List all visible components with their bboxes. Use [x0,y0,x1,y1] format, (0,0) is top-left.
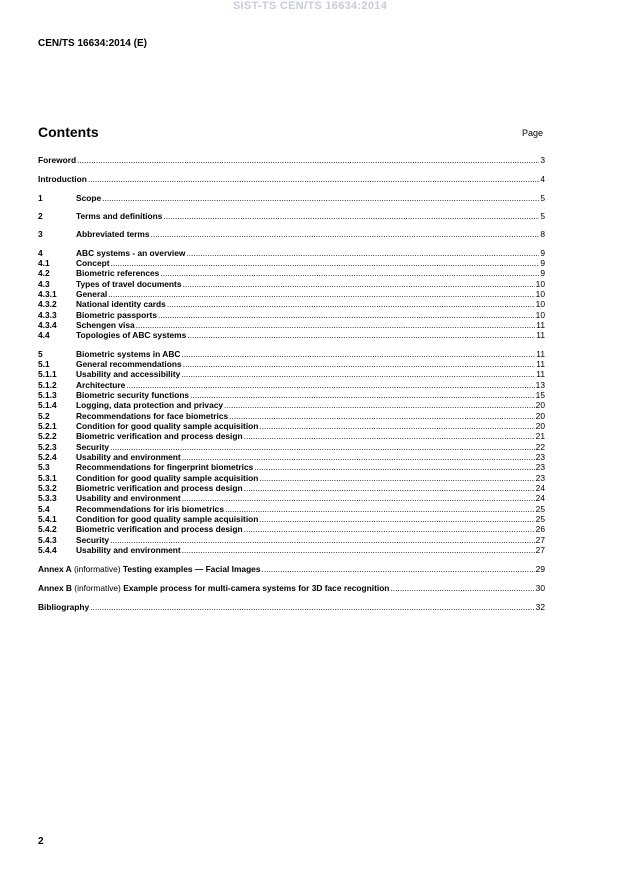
toc-entry-title [76,330,186,341]
toc-entry-page: 13 [535,380,545,390]
toc-entry-title-text: Recommendations for iris biometrics [76,504,224,514]
toc-entry-number: 5.2.3 [38,442,57,452]
toc-entry-number: 4.3.2 [38,299,57,309]
toc-entry[interactable] [38,211,545,222]
toc-entry-title-text: Biometric references [76,268,160,278]
toc-entry-number: 5.1.1 [38,369,57,379]
dot-leader [244,524,535,535]
dot-leader [187,330,535,341]
toc-entry-page: 27 [535,535,545,545]
dot-leader [390,583,534,594]
dot-leader [151,229,540,240]
toc-entry-page: 20 [535,400,545,410]
toc-entry-number: 3 [38,229,43,239]
toc-entry-title-text: General recommendations [76,359,182,369]
toc-entry-page: 30 [535,583,545,593]
toc-entry[interactable] [38,268,545,279]
toc-entry-title-text: Biometric security functions [76,390,190,400]
toc-entry-page: 32 [535,602,545,612]
toc-entry-title [76,299,166,310]
toc-entry-page: 11 [536,330,545,340]
toc-entry-title-text: Biometric verification and process design [76,431,243,441]
toc-entry-number: 5.4.2 [38,524,57,534]
toc-entry-annex-title: Example process for multi-camera systems for 3D face recognition [123,583,390,593]
toc-entry-page: 23 [535,452,545,462]
toc-entry-title-text: Architecture [76,380,126,390]
toc-entry-page: 27 [535,545,545,555]
toc-entry-title-text: Usability and environment [76,452,181,462]
toc-entry-page: 3 [540,155,545,165]
dot-leader [167,299,535,310]
toc-entry-number: 5.3.1 [38,473,57,483]
toc-entry-title-text: Biometric verification and process design [76,483,243,493]
toc-entry[interactable] [38,493,545,504]
toc-entry-number: 4.3 [38,279,50,289]
toc-entry-title-text: Types of travel documents [76,279,182,289]
toc-entry-page: 25 [535,514,545,524]
dot-leader [182,493,535,504]
dot-leader [77,155,539,166]
toc-entry-number: 5.3 [38,462,50,472]
toc-entry-title [76,431,243,442]
toc-entry-number: 5.1.2 [38,380,57,390]
toc-entry-page: 20 [535,421,545,431]
toc-entry-number: 5.3.3 [38,493,57,503]
toc-entry[interactable] [38,564,545,575]
toc-entry-title-text: Foreword [38,155,77,165]
toc-entry-number: 2 [38,211,43,221]
toc-entry-title-text: Concept [76,258,110,268]
toc-entry-title-text: Introduction [38,174,87,184]
toc-entry[interactable] [38,174,545,185]
toc-entry-title-text: Schengen visa [76,320,135,330]
toc-entry-number: 5.2 [38,411,50,421]
toc-entry-page: 9 [540,268,545,278]
toc-entry-title [38,155,76,166]
toc-entry-page: 10 [535,289,545,299]
toc-entry[interactable] [38,545,545,556]
dot-leader [88,174,539,185]
toc-entry-title-text: Annex A [38,564,72,574]
toc-entry-number: 5.2.4 [38,452,57,462]
toc-entry-page: 21 [535,431,545,441]
dot-leader [182,545,535,556]
toc-entry[interactable] [38,400,545,411]
toc-entry-page: 10 [535,299,545,309]
toc-entry-number: 5.2.2 [38,431,57,441]
toc-entry[interactable] [38,193,545,204]
toc-entry-title [38,583,389,594]
toc-entry-title-text: General [76,289,108,299]
toc-entry-number: 4.4 [38,330,50,340]
toc-entry-title-text: Biometric passports [76,310,157,320]
toc-entry-title [76,369,180,380]
toc-entry-title-text: Scope [76,193,102,203]
watermark: SIST-TS CEN/TS 16634:2014 [232,0,388,12]
toc-entry-title-text: Usability and environment [76,545,181,555]
toc-entry-number: 4.3.3 [38,310,57,320]
toc-entry-title-text: Annex B [38,583,72,593]
toc-entry-title-text: Abbreviated terms [76,229,150,239]
dot-leader [244,431,535,442]
toc-entry-number: 5.4 [38,504,50,514]
toc-entry-annex-title: Testing examples — Facial Images [122,564,261,574]
dot-leader [224,400,535,411]
toc-entry-page: 11 [536,359,545,369]
dot-leader [160,268,539,279]
toc-entry-title-text: Condition for good quality sample acquisition [76,421,259,431]
toc-entry-number: 5 [38,349,43,359]
toc-entry-number: 5.4.3 [38,535,57,545]
toc-entry-annex-note: (informative) [71,583,124,593]
toc-entry[interactable] [38,524,545,535]
page-number: 2 [38,836,44,847]
toc-entry-number: 5.4.4 [38,545,57,555]
toc-entry-page: 11 [536,369,545,379]
document-id: CEN/TS 16634:2014 (E) [38,38,147,49]
toc-entry[interactable] [38,229,545,240]
toc-entry-page: 4 [540,174,545,184]
toc-entry-title-text: Condition for good quality sample acquisition [76,473,259,483]
toc-entry[interactable] [38,369,545,380]
dot-leader [181,369,535,380]
toc-entry-title [38,602,89,613]
toc-entry-number: 5.1 [38,359,50,369]
toc-entry-number: 4.2 [38,268,50,278]
toc-entry-page: 22 [535,442,545,452]
toc-entry-page: 23 [535,462,545,472]
toc-entry-title [38,564,261,575]
toc-entry-title-text: Usability and environment [76,493,181,503]
toc-entry-number: 4 [38,248,43,258]
toc-entry-title [76,400,223,411]
toc-entry-title-text: Terms and definitions [76,211,163,221]
toc-entry-page: 10 [535,310,545,320]
toc-entry[interactable] [38,330,545,341]
page-column-label: Page [522,128,544,138]
toc-entry-page: 15 [535,390,545,400]
dot-leader [262,564,535,575]
toc-entry-title [76,268,159,279]
toc-entry-number: 5.1.4 [38,400,57,410]
toc-entry-title [76,462,253,473]
toc-entry-title-text: Biometric verification and process design [76,524,243,534]
toc-entry-page: 5 [540,193,545,203]
toc-entry-page: 9 [540,258,545,268]
toc-entry[interactable] [38,602,545,613]
toc-entry-title-text: Recommendations for fingerprint biometrics [76,462,254,472]
toc-entry-number: 5.3.2 [38,483,57,493]
toc-entry-title-text: Condition for good quality sample acquisition [76,514,259,524]
toc-entry-title [76,229,150,240]
toc-entry-title-text: Topologies of ABC systems [76,330,187,340]
dot-leader [102,193,539,204]
toc-entry-title [76,524,243,535]
dot-leader [254,462,534,473]
toc-entry-page: 25 [535,504,545,514]
toc-entry-title [76,193,101,204]
contents-heading: Contents [38,124,99,140]
dot-leader [163,211,539,222]
toc-entry[interactable] [38,583,545,594]
dot-leader [90,602,534,613]
toc-entry-title-text: Security [76,535,110,545]
toc-entry-title [38,174,87,185]
toc-entry-page: 11 [536,320,545,330]
toc-entry-title-text: Recommendations for face biometrics [76,411,229,421]
toc-entry-page: 9 [540,248,545,258]
toc-entry-number: 5.1.3 [38,390,57,400]
toc-entry-page: 5 [540,211,545,221]
toc-entry-page: 24 [535,493,545,503]
toc-entry-number: 4.1 [38,258,50,268]
toc-entry-number: 5.2.1 [38,421,57,431]
toc-entry-page: 23 [535,473,545,483]
toc-entry[interactable] [38,462,545,473]
toc-entry[interactable] [38,431,545,442]
toc-entry-title-text: National identity cards [76,299,166,309]
toc-entry-page: 24 [535,483,545,493]
toc-entry-page: 20 [535,411,545,421]
toc-entry-title-text: ABC systems - an overview [76,248,186,258]
toc-entry-number: 4.3.1 [38,289,57,299]
toc-entry-page: 8 [540,229,545,239]
toc-entry[interactable] [38,299,545,310]
toc-entry-page: 26 [535,524,545,534]
toc-entry-title-text: Bibliography [38,602,90,612]
toc-entry-title-text: Usability and accessibility [76,369,181,379]
toc-entry-annex-note: (informative) [71,564,123,574]
toc-entry-title [76,545,181,556]
toc-entry-title-text: Logging, data protection and privacy [76,400,224,410]
toc-entry-number: 4.3.4 [38,320,57,330]
toc-entry-page: 10 [535,279,545,289]
toc-entry-page: 29 [535,564,545,574]
toc-entry-number: 5.4.1 [38,514,57,524]
toc-entry-page: 11 [536,349,545,359]
toc-entry-title-text: Security [76,442,110,452]
toc-entry[interactable] [38,155,545,166]
toc-entry-number: 1 [38,193,43,203]
toc-entry-title [76,211,162,222]
toc-entry-title-text: Biometric systems in ABC [76,349,181,359]
toc-entry-title [76,493,181,504]
